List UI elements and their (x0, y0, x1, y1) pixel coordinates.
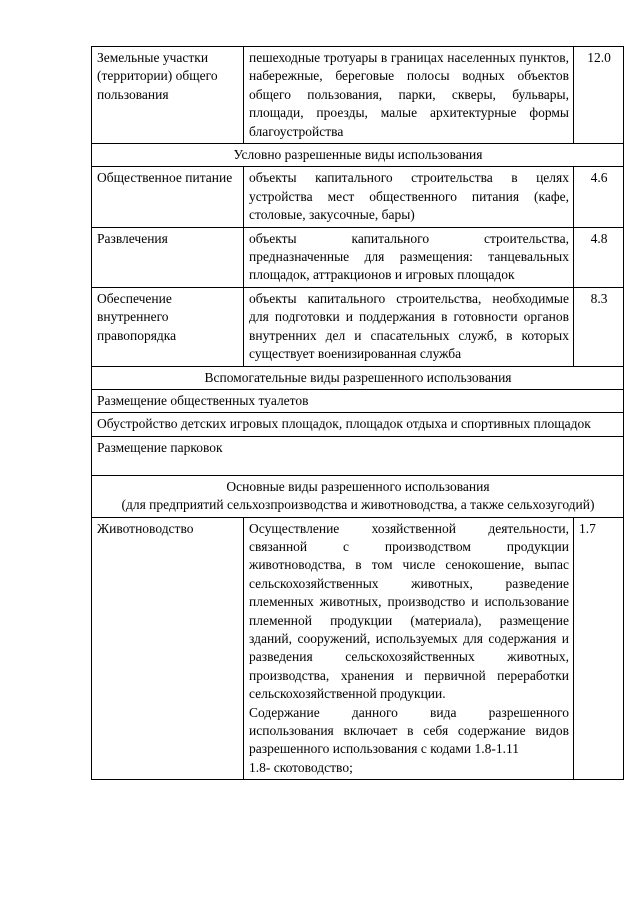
auxiliary-use-item: Обустройство детских игровых площадок, площадок отдыха и спортивных площадок (92, 413, 624, 436)
table-row (92, 47, 624, 144)
use-type-code: 1.7 (574, 517, 624, 780)
table-row (92, 389, 624, 412)
section-title-auxiliary: Вспомогательные виды разрешенного использования (92, 366, 624, 389)
use-type-name: Обеспечение внутреннего правопорядка (92, 287, 244, 366)
use-type-code: 4.8 (574, 227, 624, 287)
use-type-code: 8.3 (574, 287, 624, 366)
use-type-name: Животноводство (92, 517, 244, 780)
section-title-main (92, 475, 624, 517)
use-type-code: 4.6 (574, 167, 624, 227)
description-paragraph: Содержание данного вида разрешенного использования включает в себя содержание видов разрешенного использования с кодами 1.8-1.11 (249, 704, 569, 757)
description-paragraph: Осуществление хозяйственной деятельности, связанной с производством продукции животноводства, в том числе сенокошение, выпас сельскохозяйственных животных, разведение племенных животных, производство и использование племенной продукции (материала), размещение зданий, сооружений, используемых для содержания и разведения сельскохозяйственных животных, производства, хранения и первичной переработки сельскохозяйственной продукции. (249, 520, 569, 702)
table-row (92, 227, 624, 287)
use-type-description: объекты капитального строительства, необходимые для подготовки и поддержания в готовности органов внутренних дел и спасательных служб, в которых существует военизированная служба (244, 287, 574, 366)
auxiliary-use-item: Размещение общественных туалетов (92, 389, 624, 412)
use-type-description: пешеходные тротуары в границах населенных пунктов, набережные, береговые полосы водных объектов общего пользования, парки, скверы, бульвары, площади, проезды, малые архитектурные формы благоустройства (244, 47, 574, 144)
table-row (92, 436, 624, 475)
use-type-name: Земельные участки (территории) общего пользования (92, 47, 244, 144)
auxiliary-use-item: Размещение парковок (92, 436, 624, 475)
section-header-row (92, 144, 624, 167)
section-title-conditional: Условно разрешенные виды использования (92, 144, 624, 167)
use-type-description: объекты капитального строительства в целях устройства мест общественного питания (кафе, столовые, закусочные, бары) (244, 167, 574, 227)
section-header-row (92, 475, 624, 517)
use-type-name: Развлечения (92, 227, 244, 287)
section-title-main-line2: (для предприятий сельхозпроизводства и животноводства, а также сельхозугодий) (121, 497, 595, 513)
table-row (92, 167, 624, 227)
use-type-code: 12.0 (574, 47, 624, 144)
section-header-row (92, 366, 624, 389)
land-use-table (91, 46, 624, 780)
table-row (92, 413, 624, 436)
use-type-description: объекты капитального строительства, предназначенные для размещения: танцевальных площадок, аттракционов и игровых площадок (244, 227, 574, 287)
section-title-main-line1: Основные виды разрешенного использования (226, 478, 490, 494)
use-type-name: Общественное питание (92, 167, 244, 227)
table-row (92, 517, 624, 780)
description-paragraph: 1.8- скотоводство; (249, 759, 353, 775)
use-type-description (244, 517, 574, 780)
document-page (91, 46, 623, 780)
table-row (92, 287, 624, 366)
